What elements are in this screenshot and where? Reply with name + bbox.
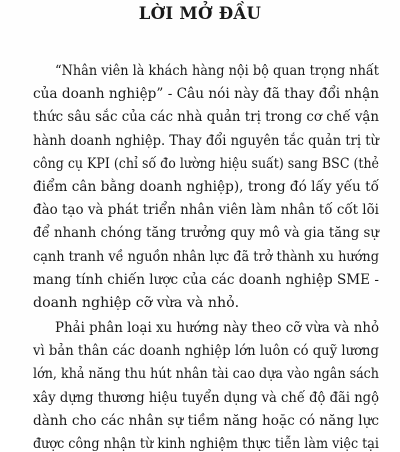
text-line: công cụ KPI (chỉ số đo lường hiệu suất) sang BSC (thẻ	[33, 155, 380, 172]
text-line: doanh nghiệp cỡ vừa và nhỏ.	[33, 295, 240, 311]
text-line: dành cho các nhân sự tiềm năng hoặc có năng lực	[33, 412, 380, 429]
page-heading: LỜI MỞ ĐẦU	[138, 4, 262, 23]
text-line: được công nhận từ kinh nghiệm thực tiễn làm việc tại	[33, 436, 380, 452]
text-line: cạnh tranh về nguồn nhân lực đã trở thành xu hướng	[33, 248, 379, 265]
text-line: mang tính chiến lược của các doanh nghiệp SME -	[33, 271, 379, 288]
text-line: vì bản thân các doanh nghiệp lớn luôn có quỹ lương	[33, 343, 380, 360]
text-line: điểm cân bằng doanh nghiệp), trong đó lấy yếu tố	[33, 179, 379, 195]
text-line: hành doanh nghiệp. Thay đổi nguyên tắc quản trị từ	[33, 132, 379, 149]
text-line: của doanh nghiệp” - Câu nói này đã thay đổi nhận	[33, 86, 380, 103]
text-line: thức sâu sắc của các nhà quản trị trong cơ chế vận	[33, 109, 379, 126]
text-line: đào tạo và phát triển nhân viên làm nhân tố cốt lõi	[33, 202, 379, 219]
text-line: để nhanh chóng tăng trưởng quy mô và gia tăng sự	[33, 225, 379, 242]
text-line: Phải phân loại xu hướng này theo cỡ vừa và nhỏ	[55, 320, 380, 336]
text-line: “Nhân viên là khách hàng nội bộ quan trọng nhất	[55, 63, 379, 79]
text-line: xây dựng thương hiệu tuyển dụng và chế độ đãi ngộ	[33, 389, 379, 406]
text-line: lớn, khả năng thu hút nhân tài cao dựa vào ngân sách	[33, 366, 379, 383]
